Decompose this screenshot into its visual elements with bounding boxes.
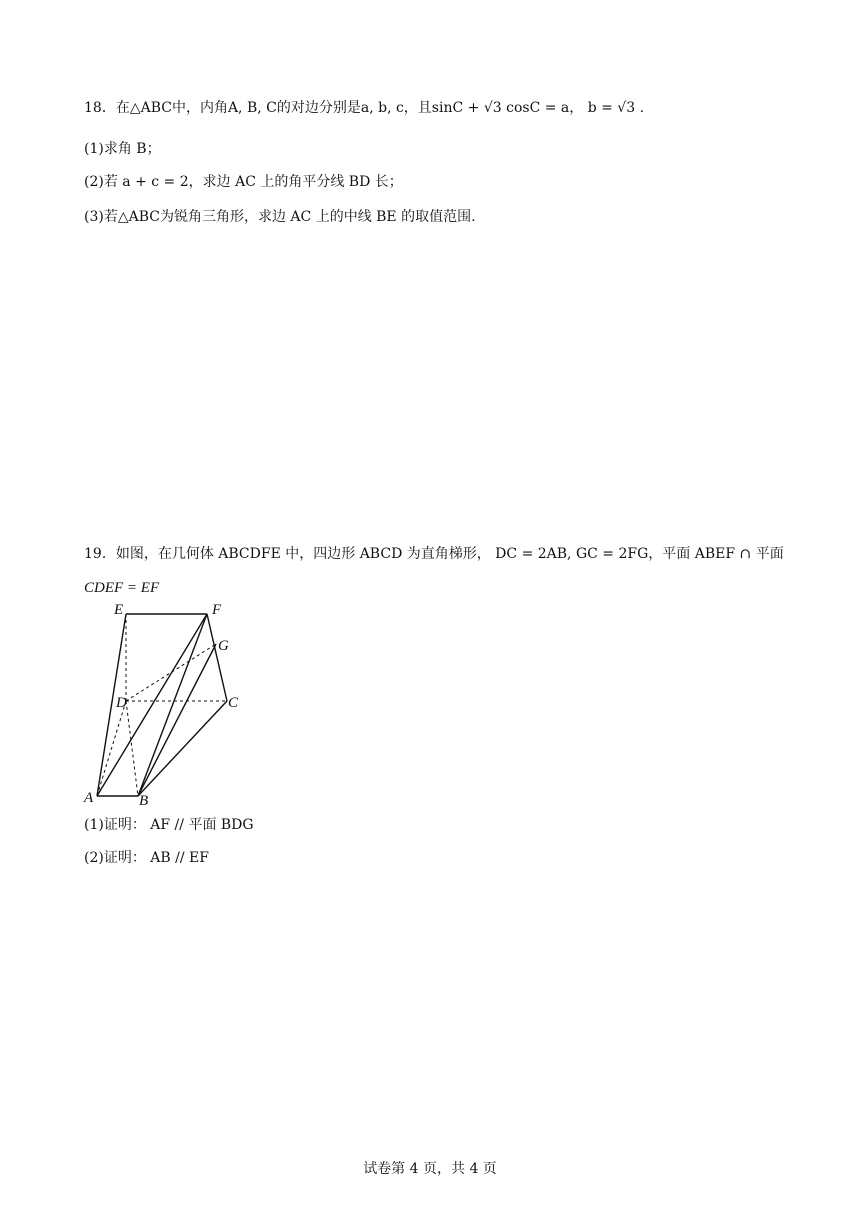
label-D: D bbox=[116, 695, 127, 711]
label-F: F bbox=[212, 602, 222, 618]
edge-DA bbox=[97, 701, 126, 796]
geometry-figure bbox=[76, 598, 276, 813]
edge-FC bbox=[207, 614, 227, 701]
q19-stem-line1: 19．如图，在几何体 ABCDFE 中，四边形 ABCD 为直角梯形， DC = 2AB, GC = 2FG，平面 ABEF ∩ 平面 bbox=[84, 546, 784, 562]
q18-part3: (3)若△ABC为锐角三角形，求边 AC 上的中线 BE 的取值范围. bbox=[84, 209, 476, 225]
q18-stem: 18．在△ABC中，内角A, B, C的对边分别是a, b, c，且sinC + √3 cosC = a， b = √3 . bbox=[84, 100, 645, 116]
edge-CB bbox=[138, 701, 227, 796]
edge-GB bbox=[138, 644, 216, 796]
edge-DB bbox=[126, 701, 138, 796]
q18-part2: (2)若 a + c = 2，求边 AC 上的角平分线 BD 长； bbox=[84, 174, 403, 190]
label-G: G bbox=[218, 638, 229, 654]
q19-stem-line2: CDEF = EF bbox=[84, 580, 160, 596]
q19-part1: (1)证明： AF // 平面 BDG bbox=[84, 817, 254, 833]
q18-part1: (1)求角 B； bbox=[84, 141, 161, 157]
q19-part2: (2)证明： AB // EF bbox=[84, 850, 209, 866]
label-A: A bbox=[84, 790, 94, 806]
label-C: C bbox=[228, 695, 239, 711]
label-B: B bbox=[139, 793, 149, 809]
edge-FB bbox=[138, 614, 207, 796]
page-footer: 试卷第 4 页，共 4 页 bbox=[363, 1161, 497, 1177]
label-E: E bbox=[114, 602, 124, 618]
